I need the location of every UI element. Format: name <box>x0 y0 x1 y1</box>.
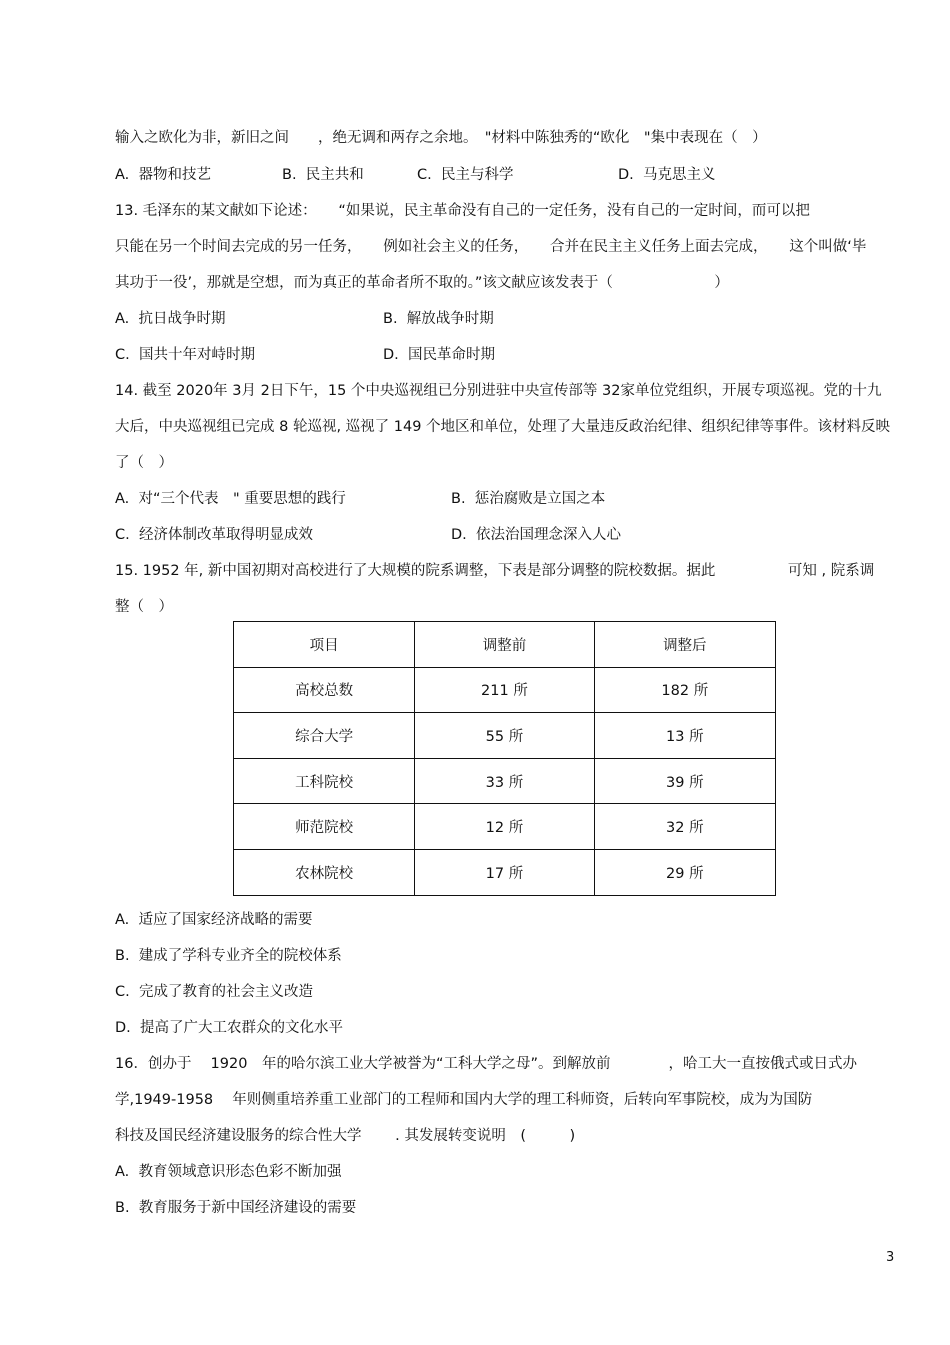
q14-option-b <box>451 489 605 509</box>
option-text: 国共十年对峙时期 <box>138 347 255 363</box>
table-cell: 综合大学 <box>234 713 415 759</box>
option-label: B. <box>451 491 466 507</box>
option-text: 经济体制改革取得明显成效 <box>138 527 313 543</box>
table-cell: 39 所 <box>594 758 775 804</box>
option-text: 依法治国理念深入人心 <box>476 527 621 543</box>
q13-line-1: 13. 毛泽东的某文献如下论述： “如果说，民主革命没有自己的一定任务，没有自己的一定时间，而可以把 <box>115 203 810 219</box>
option-label: B. <box>115 1200 130 1216</box>
option-label: D. <box>451 527 467 543</box>
table-cell: 12 所 <box>415 804 594 850</box>
option-label: A. <box>115 1164 130 1180</box>
q14-option-c <box>115 525 313 545</box>
q15-option-a <box>115 910 313 930</box>
q13-option-a <box>115 309 226 329</box>
table-cell: 13 所 <box>594 713 775 759</box>
table-header-cell: 调整前 <box>415 622 594 668</box>
option-label: C. <box>115 347 130 363</box>
option-text: 解放战争时期 <box>406 311 494 327</box>
q16-option-b <box>115 1198 356 1218</box>
option-label: D. <box>115 1020 131 1036</box>
q14-line-1: 14. 截至 2020年 3月 2日下午，15 个中央巡视组已分别进驻中央宣传部等 32家单位党组织，开展专项巡视。党的十九 <box>115 383 882 399</box>
table-row <box>234 804 776 850</box>
q12-text: 输入之欧化为非，新旧之间 ，绝无调和两存之余地。 "材料中陈独秀的“欧化 "集中表现在（ ） <box>115 130 767 146</box>
option-label: A. <box>115 167 130 183</box>
option-text: 教育领域意识形态色彩不断加强 <box>138 1164 342 1180</box>
table-header-cell: 调整后 <box>594 622 775 668</box>
option-label: C. <box>417 167 432 183</box>
table-cell: 17 所 <box>415 849 594 895</box>
q13-line-2: 只能在另一个时间去完成的另一任务， 例如社会主义的任务， 合并在民主主义任务上面去完成， 这个叫做‘毕 <box>115 239 867 255</box>
q13-option-b <box>383 309 494 329</box>
q15-option-c <box>115 982 313 1002</box>
option-label: C. <box>115 527 130 543</box>
option-label: C. <box>115 984 130 1000</box>
q16-line-1: 16．创办于 1920 年的哈尔滨工业大学被誉为“工科大学之母”。到解放前 ，哈工大一直按俄式或日式办 <box>115 1056 857 1072</box>
q14-line-2: 大后，中央巡视组已完成 8 轮巡视, 巡视了 149 个地区和单位，处理了大量违反政治纪律、组织纪律等事件。该材料反映 <box>115 419 891 435</box>
option-label: B. <box>115 948 130 964</box>
table-cell: 工科院校 <box>234 758 415 804</box>
q16-line-3: 科技及国民经济建设服务的综合性大学 . 其发展转变说明 ( ) <box>115 1128 576 1144</box>
table-row <box>234 713 776 759</box>
option-text: 惩治腐败是立国之本 <box>474 491 606 507</box>
q12-option-c <box>417 165 513 185</box>
q15-line-1: 15. 1952 年, 新中国初期对高校进行了大规模的院系调整，下表是部分调整的院校数据。据此 可知 , 院系调 <box>115 563 875 579</box>
option-text: 提高了广大工农群众的文化水平 <box>140 1020 343 1036</box>
option-text: 完成了教育的社会主义改造 <box>138 984 313 1000</box>
q15-option-d <box>115 1018 343 1038</box>
table-cell: 182 所 <box>594 667 775 713</box>
option-text: 适应了国家经济战略的需要 <box>138 912 313 928</box>
option-text: 建成了学科专业齐全的院校体系 <box>138 948 342 964</box>
option-label: A. <box>115 491 130 507</box>
q12-option-a <box>115 165 211 185</box>
option-label: B. <box>282 167 297 183</box>
q13-line-3: 其功于一役’，那就是空想，而为真正的革命者所不取的。”该文献应该发表于（ ） <box>115 275 729 291</box>
option-label: B. <box>383 311 398 327</box>
option-text: 抗日战争时期 <box>138 311 226 327</box>
q12-option-b <box>282 165 364 185</box>
q12-option-d <box>618 165 716 185</box>
q14-line-3: 了（ ） <box>115 455 173 471</box>
q16-line-2: 学,1949-1958 年则侧重培养重工业部门的工程师和国内大学的理工科师资，后转向军事院校，成为为国防 <box>115 1092 813 1108</box>
option-label: A. <box>115 912 130 928</box>
option-text: 教育服务于新中国经济建设的需要 <box>138 1200 357 1216</box>
table-cell: 师范院校 <box>234 804 415 850</box>
table-header-row <box>234 622 776 668</box>
q16-option-a <box>115 1162 342 1182</box>
table-row <box>234 758 776 804</box>
table-cell: 高校总数 <box>234 667 415 713</box>
option-text: 马克思主义 <box>643 167 716 183</box>
table-cell: 29 所 <box>594 849 775 895</box>
option-label: A. <box>115 311 130 327</box>
option-label: D. <box>383 347 399 363</box>
option-text: 民主共和 <box>305 167 364 183</box>
q13-option-d <box>383 345 495 365</box>
table-cell: 55 所 <box>415 713 594 759</box>
q13-option-c <box>115 345 255 365</box>
option-text: 民主与科学 <box>440 167 514 183</box>
table-cell: 33 所 <box>415 758 594 804</box>
q15-option-b <box>115 946 342 966</box>
table-row <box>234 667 776 713</box>
option-text: 国民革命时期 <box>408 347 495 363</box>
option-text: 器物和技艺 <box>138 167 211 183</box>
option-label: D. <box>618 167 634 183</box>
page-number: 3 <box>886 1250 895 1265</box>
q15-line-2: 整（ ） <box>115 599 173 615</box>
q14-option-a <box>115 489 346 509</box>
adjustment-table <box>233 621 776 896</box>
q14-option-d <box>451 525 621 545</box>
option-text: 对“三个代表 " 重要思想的践行 <box>138 491 346 507</box>
table-cell: 农林院校 <box>234 849 415 895</box>
table-header-cell: 项目 <box>234 622 415 668</box>
table-cell: 32 所 <box>594 804 775 850</box>
table-cell: 211 所 <box>415 667 594 713</box>
table-row <box>234 849 776 895</box>
